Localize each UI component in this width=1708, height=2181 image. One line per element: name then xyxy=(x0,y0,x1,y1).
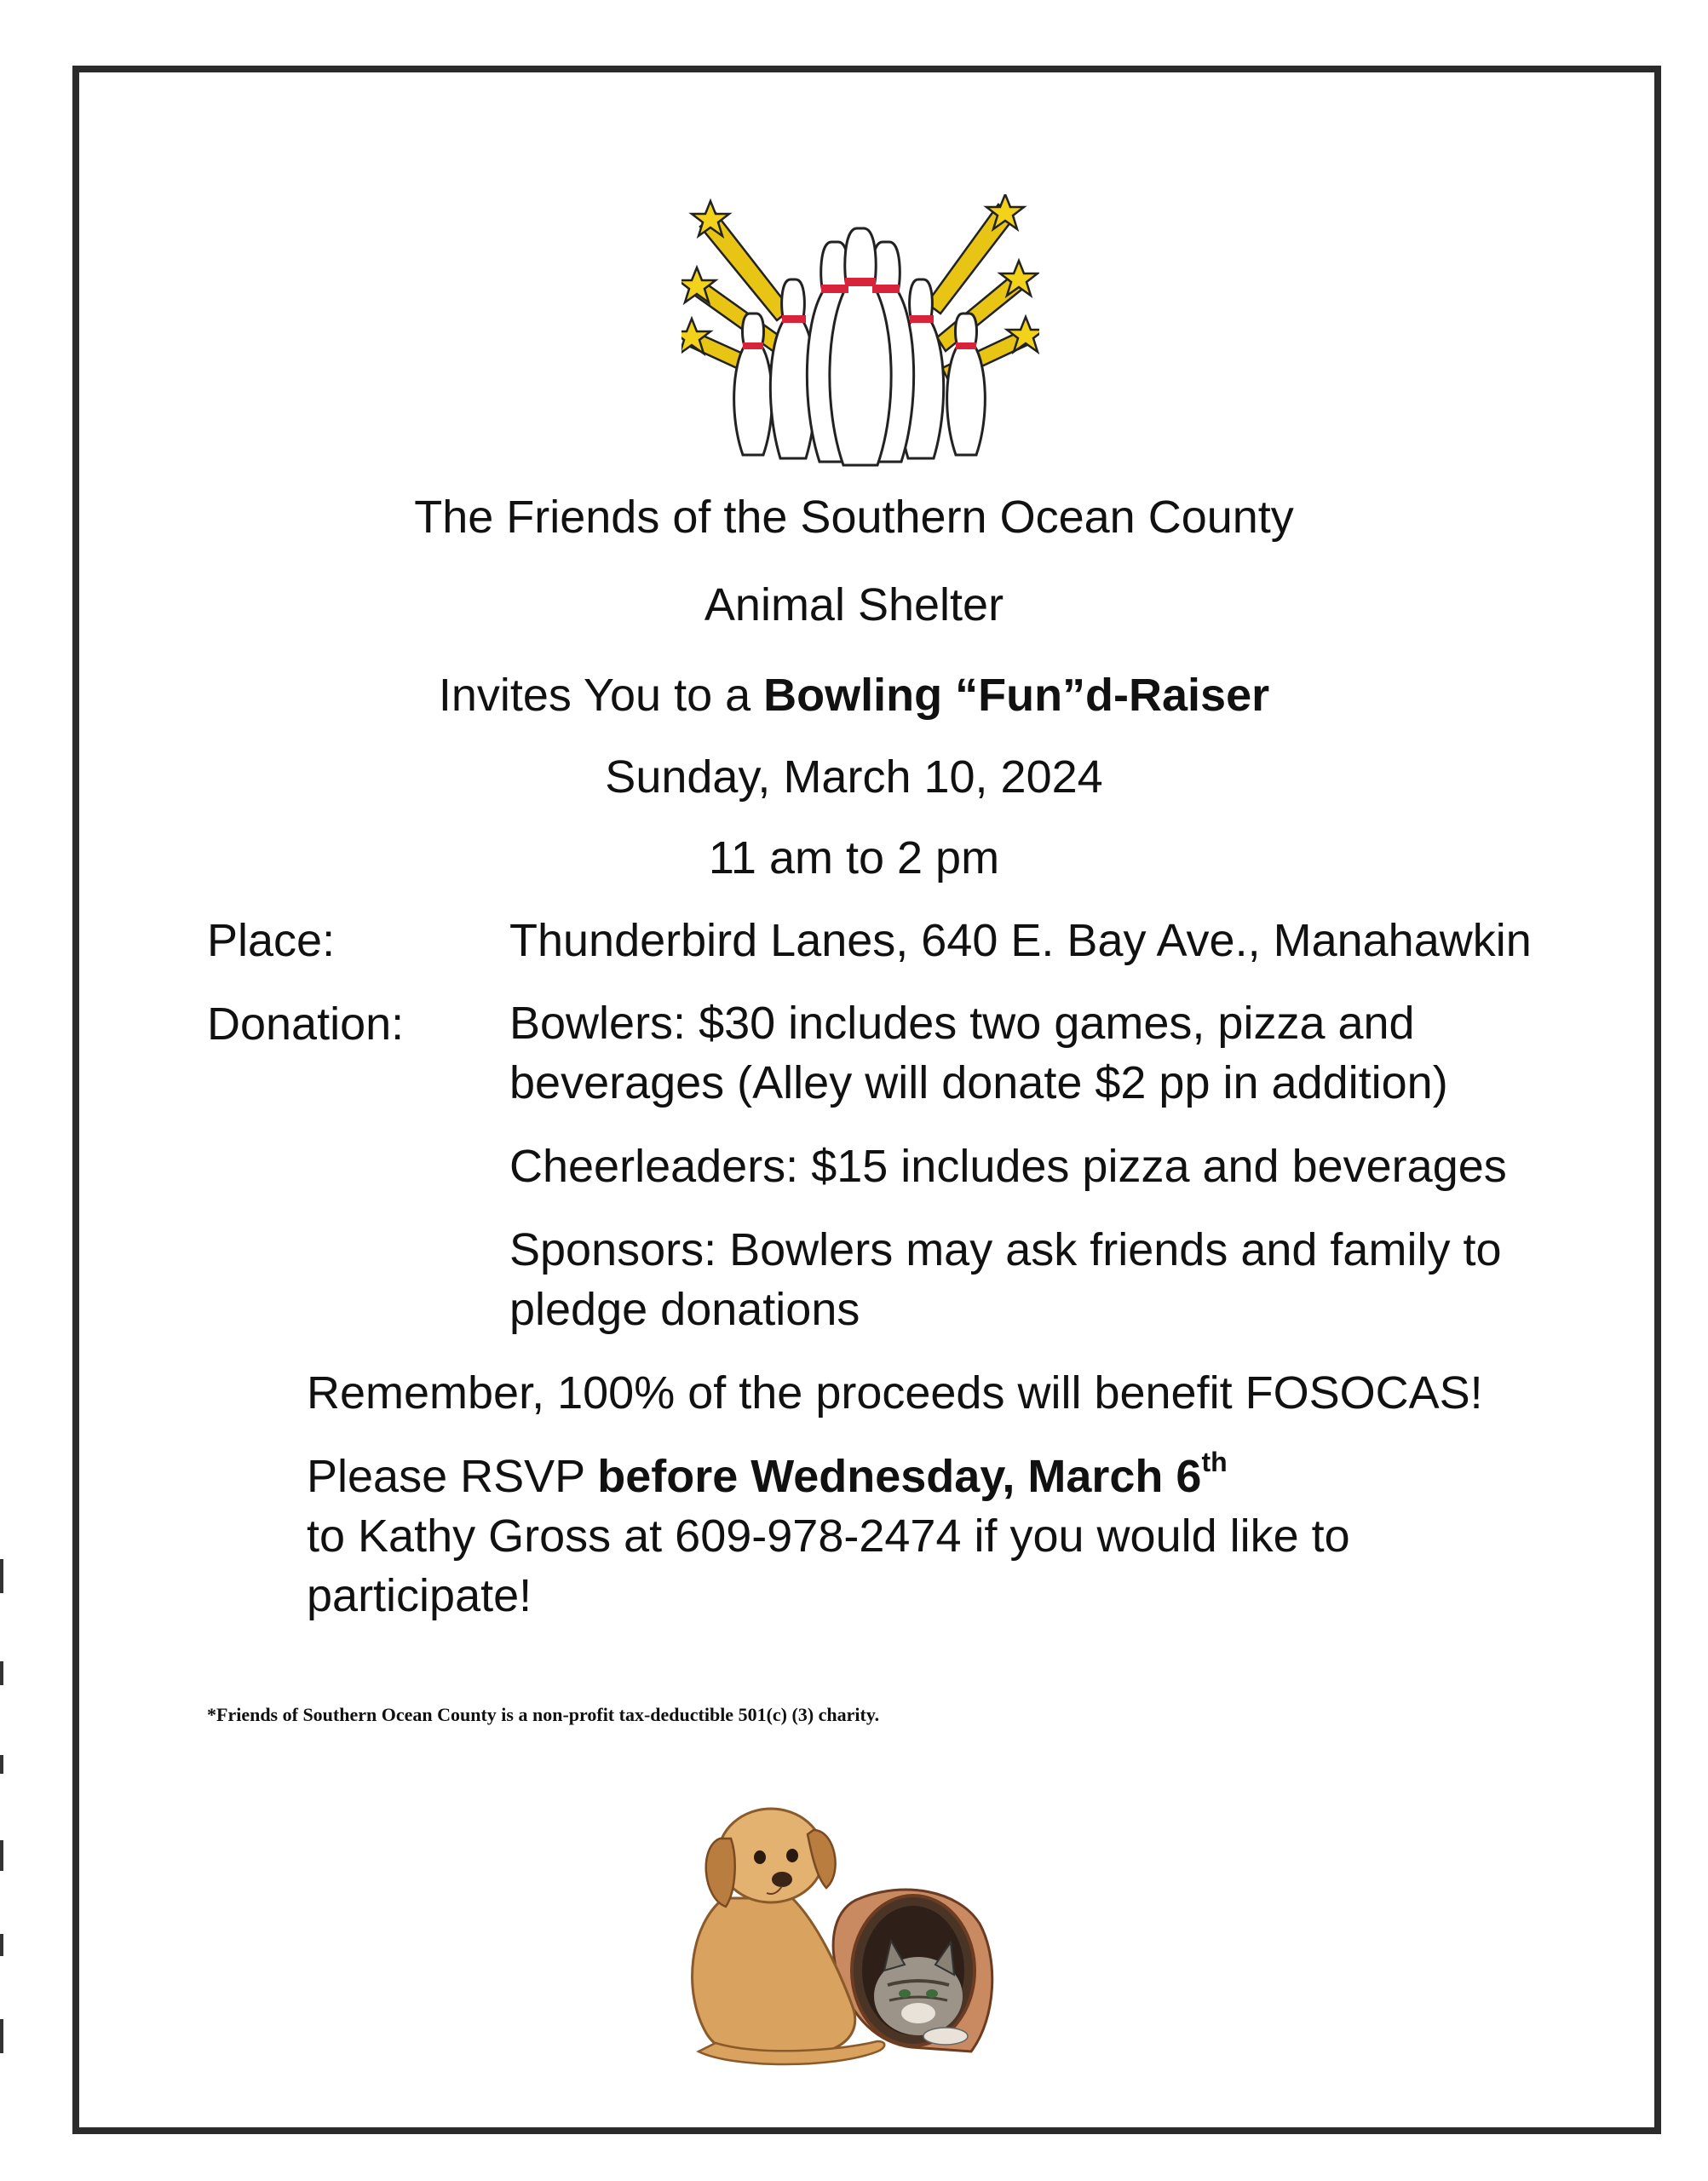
bowling-pins-icon xyxy=(681,194,1039,467)
rsvp-contact: to Kathy Gross at 609-978-2474 if you would like to participate! xyxy=(307,1511,1350,1621)
rsvp-prefix: Please RSVP xyxy=(307,1451,598,1502)
rsvp-deadline-suffix: th xyxy=(1201,1447,1228,1477)
invite-line xyxy=(0,668,1708,722)
event-date: Sunday, March 10, 2024 xyxy=(605,751,1103,803)
place-label: Place: xyxy=(207,915,336,966)
puppy-kitten-icon xyxy=(664,1796,1005,2077)
star-trails-right xyxy=(927,194,1039,382)
scan-edge-marks xyxy=(0,1559,5,2070)
org-name-line2: Animal Shelter xyxy=(704,579,1004,630)
donation-label: Donation: xyxy=(207,998,405,1050)
charity-footnote: *Friends of Southern Ocean County is a non-profit tax-deductible 501(c) (3) charity. xyxy=(207,1704,880,1725)
event-time: 11 am to 2 pm xyxy=(708,832,1000,883)
event-name: Bowling “Fun”d-Raiser xyxy=(763,670,1270,721)
rsvp-deadline: before Wednesday, March 6 xyxy=(597,1451,1202,1502)
donation-sponsors: Sponsors: Bowlers may ask friends and family to pledge donations xyxy=(509,1224,1502,1335)
invite-prefix: Invites You to a xyxy=(438,670,764,721)
donation-cheerleaders: Cheerleaders: $15 includes pizza and beverages xyxy=(509,1141,1507,1192)
donation-bowlers: Bowlers: $30 includes two games, pizza and beverages (Alley will donate $2 pp in addition) xyxy=(509,998,1448,1108)
proceeds-note: Remember, 100% of the proceeds will benefit FOSOCAS! xyxy=(307,1367,1483,1419)
org-name-line1: The Friends of the Southern Ocean County xyxy=(414,492,1294,543)
rsvp-line xyxy=(307,1447,1499,1506)
place-value: Thunderbird Lanes, 640 E. Bay Ave., Manahawkin xyxy=(509,915,1532,966)
